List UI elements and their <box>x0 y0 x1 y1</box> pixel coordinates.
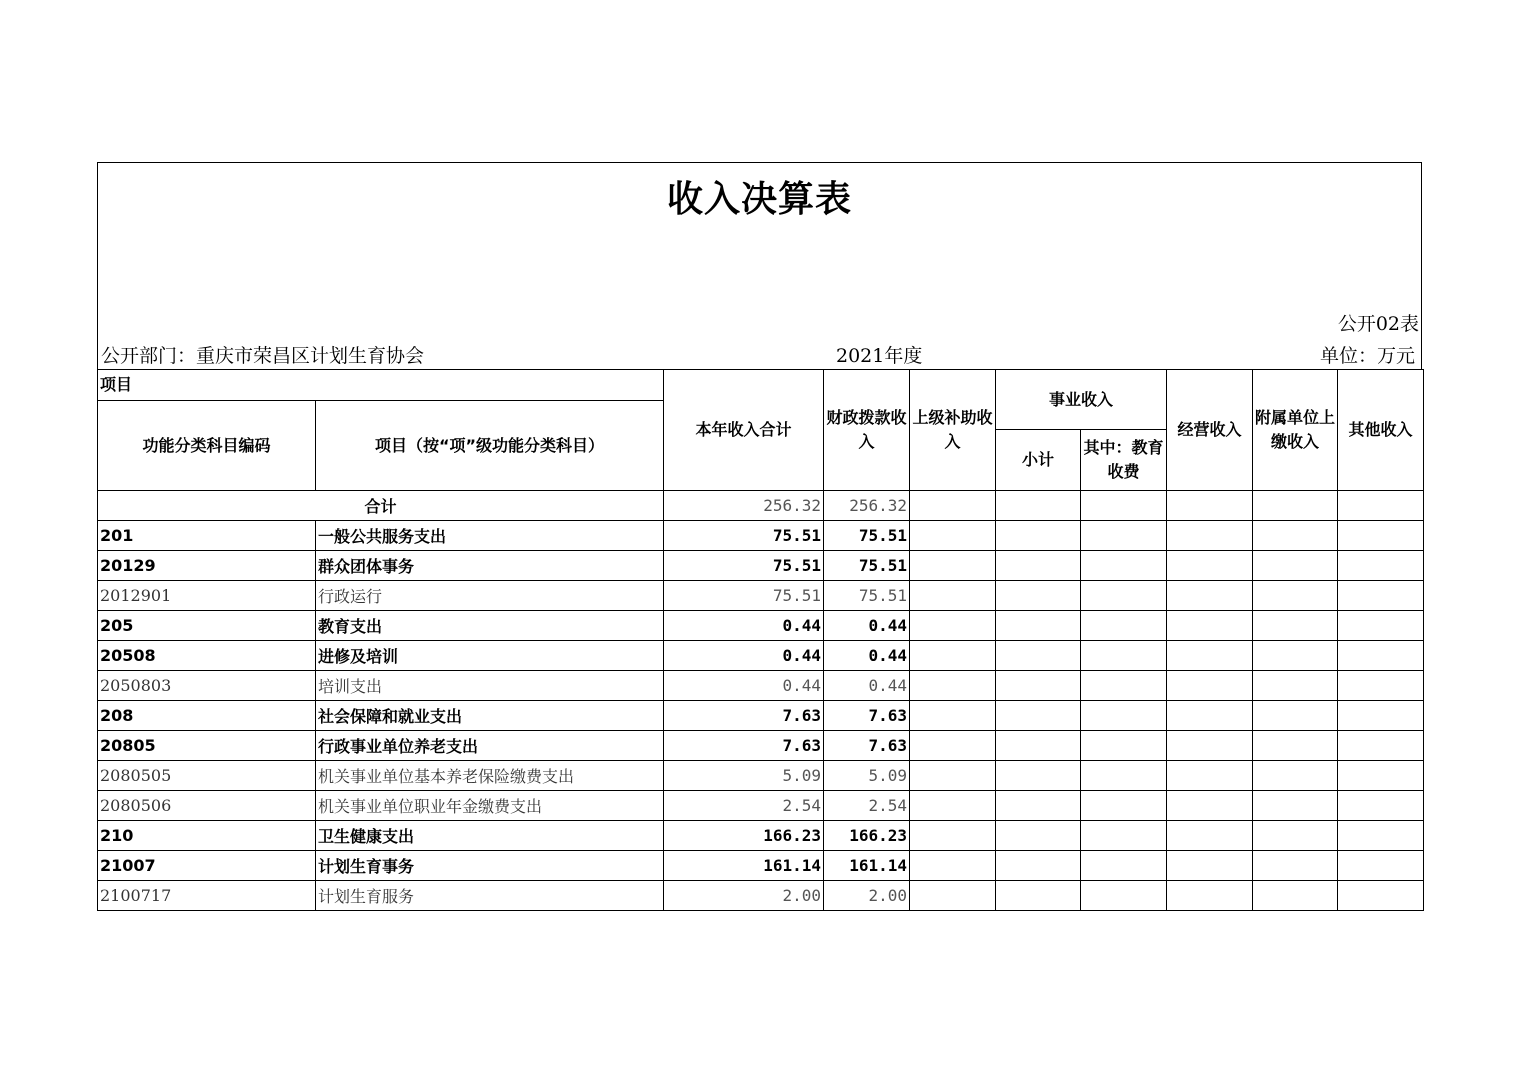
empty-cell <box>1167 731 1253 761</box>
row-name: 行政运行 <box>316 581 664 611</box>
row-name: 计划生育事务 <box>316 851 664 881</box>
header-affiliated: 附属单位上缴收入 <box>1253 370 1338 491</box>
row-name: 社会保障和就业支出 <box>316 701 664 731</box>
empty-cell <box>910 611 996 641</box>
empty-cell <box>1338 641 1424 671</box>
empty-cell <box>1338 551 1424 581</box>
empty-cell <box>1167 761 1253 791</box>
row-fiscal: 0.44 <box>824 611 910 641</box>
empty-cell <box>1081 851 1167 881</box>
table-number: 公开02表 <box>1337 313 1419 335</box>
empty-cell <box>996 521 1081 551</box>
empty-cell <box>1338 791 1424 821</box>
empty-cell <box>910 641 996 671</box>
row-code: 2080506 <box>98 791 316 821</box>
empty-cell <box>1338 521 1424 551</box>
empty-cell <box>996 821 1081 851</box>
header-name: 项目（按“项”级功能分类科目） <box>316 401 664 491</box>
table-row <box>98 701 1424 731</box>
row-total: 0.44 <box>664 641 824 671</box>
row-name: 机关事业单位基本养老保险缴费支出 <box>316 761 664 791</box>
empty-cell <box>1167 641 1253 671</box>
table-row <box>98 521 1424 551</box>
total-row <box>98 491 1424 521</box>
row-name: 卫生健康支出 <box>316 821 664 851</box>
empty-cell <box>1081 521 1167 551</box>
empty-cell <box>910 581 996 611</box>
empty-cell <box>1167 881 1253 911</box>
table-row <box>98 761 1424 791</box>
row-fiscal: 0.44 <box>824 641 910 671</box>
row-total: 75.51 <box>664 521 824 551</box>
row-code: 20805 <box>98 731 316 761</box>
row-code: 20129 <box>98 551 316 581</box>
empty-cell <box>1167 521 1253 551</box>
table-row <box>98 551 1424 581</box>
empty-cell <box>910 761 996 791</box>
row-name: 教育支出 <box>316 611 664 641</box>
empty-cell <box>996 611 1081 641</box>
empty-cell <box>1081 701 1167 731</box>
empty-cell <box>1081 551 1167 581</box>
row-total: 166.23 <box>664 821 824 851</box>
header-fiscal: 财政拨款收入 <box>824 370 910 491</box>
row-code: 208 <box>98 701 316 731</box>
total-income: 256.32 <box>664 491 824 521</box>
total-fiscal: 256.32 <box>824 491 910 521</box>
empty-cell <box>1167 611 1253 641</box>
total-label: 合计 <box>98 491 664 521</box>
table-row <box>98 851 1424 881</box>
empty-cell <box>1167 581 1253 611</box>
header-subtotal: 小计 <box>996 430 1081 491</box>
header-business: 事业收入 <box>996 370 1167 430</box>
empty-cell <box>1081 581 1167 611</box>
empty-cell <box>1253 641 1338 671</box>
table-row <box>98 581 1424 611</box>
empty-cell <box>996 761 1081 791</box>
row-fiscal: 7.63 <box>824 731 910 761</box>
row-code: 2012901 <box>98 581 316 611</box>
unit-label: 单位：万元 <box>1319 345 1415 367</box>
row-name: 进修及培训 <box>316 641 664 671</box>
empty-cell <box>1253 731 1338 761</box>
table-row <box>98 731 1424 761</box>
row-code: 201 <box>98 521 316 551</box>
empty-cell <box>1167 791 1253 821</box>
empty-cell <box>996 851 1081 881</box>
report-title: 收入决算表 <box>666 179 852 220</box>
empty-cell <box>1338 851 1424 881</box>
row-code: 20508 <box>98 641 316 671</box>
row-name: 培训支出 <box>316 671 664 701</box>
fiscal-year: 2021年度 <box>836 345 923 367</box>
empty-cell <box>1253 521 1338 551</box>
empty-cell <box>910 551 996 581</box>
row-name: 行政事业单位养老支出 <box>316 731 664 761</box>
empty-cell <box>996 701 1081 731</box>
empty-cell <box>1253 671 1338 701</box>
empty-cell <box>1081 821 1167 851</box>
row-fiscal: 75.51 <box>824 581 910 611</box>
empty-cell <box>1253 761 1338 791</box>
empty-cell <box>996 641 1081 671</box>
empty-cell <box>1338 611 1424 641</box>
empty-cell <box>1338 581 1424 611</box>
empty-cell <box>996 581 1081 611</box>
row-code: 210 <box>98 821 316 851</box>
empty-cell <box>1338 701 1424 731</box>
table-row <box>98 671 1424 701</box>
empty-cell <box>1081 761 1167 791</box>
header-item: 项目 <box>98 370 664 401</box>
empty-cell <box>1338 731 1424 761</box>
empty-cell <box>1253 551 1338 581</box>
row-name: 计划生育服务 <box>316 881 664 911</box>
empty-cell <box>996 731 1081 761</box>
row-fiscal: 2.54 <box>824 791 910 821</box>
row-fiscal: 5.09 <box>824 761 910 791</box>
empty-cell <box>910 671 996 701</box>
table-row <box>98 611 1424 641</box>
empty-cell <box>1253 851 1338 881</box>
empty-cell <box>1338 821 1424 851</box>
empty-cell <box>1167 551 1253 581</box>
empty-cell <box>996 881 1081 911</box>
row-total: 7.63 <box>664 731 824 761</box>
row-total: 75.51 <box>664 551 824 581</box>
row-fiscal: 161.14 <box>824 851 910 881</box>
header-other: 其他收入 <box>1338 370 1424 491</box>
empty-cell <box>1167 671 1253 701</box>
row-code: 2050803 <box>98 671 316 701</box>
report-header-frame <box>97 162 1422 369</box>
row-code: 205 <box>98 611 316 641</box>
empty-cell <box>1167 821 1253 851</box>
income-table <box>97 369 1424 911</box>
row-fiscal: 2.00 <box>824 881 910 911</box>
row-total: 5.09 <box>664 761 824 791</box>
empty-cell <box>1081 671 1167 701</box>
row-fiscal: 75.51 <box>824 551 910 581</box>
row-fiscal: 0.44 <box>824 671 910 701</box>
empty-cell <box>1081 791 1167 821</box>
empty-cell <box>1253 581 1338 611</box>
row-total: 0.44 <box>664 611 824 641</box>
row-fiscal: 166.23 <box>824 821 910 851</box>
empty-cell <box>910 881 996 911</box>
empty-cell <box>910 851 996 881</box>
table-row <box>98 641 1424 671</box>
empty-cell <box>1081 641 1167 671</box>
row-total: 2.54 <box>664 791 824 821</box>
row-name: 群众团体事务 <box>316 551 664 581</box>
row-fiscal: 75.51 <box>824 521 910 551</box>
row-total: 75.51 <box>664 581 824 611</box>
empty-cell <box>996 791 1081 821</box>
row-total: 0.44 <box>664 671 824 701</box>
header-superior: 上级补助收入 <box>910 370 996 491</box>
empty-cell <box>910 731 996 761</box>
header-operating: 经营收入 <box>1167 370 1253 491</box>
header-edu-fee: 其中：教育收费 <box>1081 430 1167 491</box>
empty-cell <box>1253 611 1338 641</box>
empty-cell <box>996 551 1081 581</box>
empty-cell <box>1167 701 1253 731</box>
empty-cell <box>1167 851 1253 881</box>
header-code: 功能分类科目编码 <box>98 401 316 491</box>
empty-cell <box>1081 881 1167 911</box>
empty-cell <box>1081 731 1167 761</box>
table-row <box>98 821 1424 851</box>
row-total: 161.14 <box>664 851 824 881</box>
row-total: 7.63 <box>664 701 824 731</box>
row-code: 2100717 <box>98 881 316 911</box>
row-fiscal: 7.63 <box>824 701 910 731</box>
row-total: 2.00 <box>664 881 824 911</box>
table-row <box>98 791 1424 821</box>
header-total: 本年收入合计 <box>664 370 824 491</box>
empty-cell <box>910 791 996 821</box>
row-code: 21007 <box>98 851 316 881</box>
empty-cell <box>1338 881 1424 911</box>
row-name: 一般公共服务支出 <box>316 521 664 551</box>
empty-cell <box>1253 701 1338 731</box>
department-label: 公开部门：重庆市荣昌区计划生育协会 <box>101 345 425 367</box>
empty-cell <box>910 821 996 851</box>
row-code: 2080505 <box>98 761 316 791</box>
empty-cell <box>1081 611 1167 641</box>
empty-cell <box>1253 791 1338 821</box>
table-row <box>98 881 1424 911</box>
row-name: 机关事业单位职业年金缴费支出 <box>316 791 664 821</box>
empty-cell <box>1253 821 1338 851</box>
empty-cell <box>996 671 1081 701</box>
empty-cell <box>910 521 996 551</box>
empty-cell <box>910 701 996 731</box>
empty-cell <box>1338 671 1424 701</box>
empty-cell <box>1253 881 1338 911</box>
empty-cell <box>1338 761 1424 791</box>
